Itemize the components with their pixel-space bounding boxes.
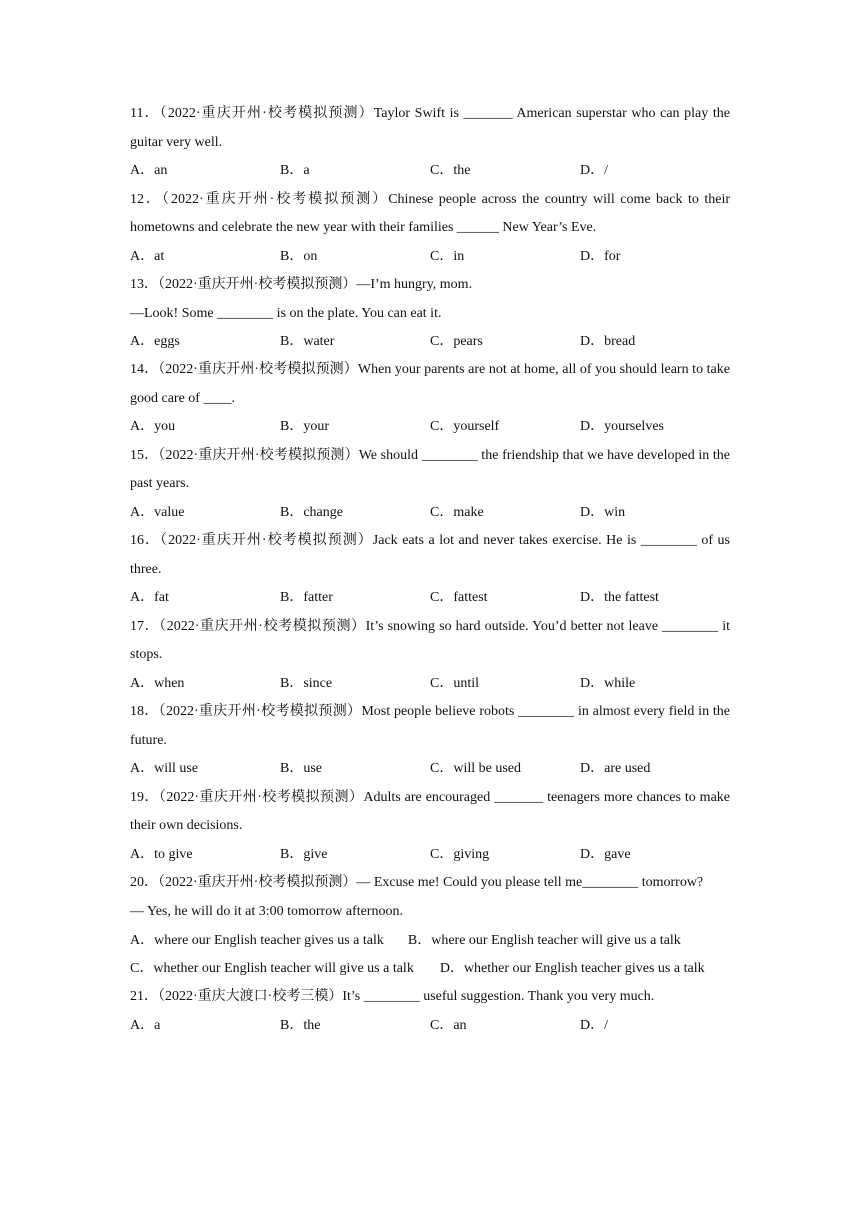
- option-a: A．where our English teacher gives us a talk: [130, 932, 384, 948]
- option-b: B．since: [280, 675, 333, 691]
- question-list: [130, 100, 730, 1040]
- option-d: D．are used: [580, 761, 651, 776]
- option-c: C．an: [430, 1017, 467, 1033]
- option-d: D．while: [580, 675, 636, 691]
- option-row: [130, 157, 730, 186]
- option-row: [130, 328, 730, 357]
- question-stem: 15．（2022·重庆开州·校考模拟预测）We should ________ the friendship that we have developed in the past years.: [130, 447, 730, 491]
- question-13: [130, 271, 730, 356]
- option-d: D．/: [580, 1017, 608, 1033]
- option-row: [130, 243, 730, 272]
- question-stem: 13．（2022·重庆开州·校考模拟预测）—I’m hungry, mom.: [130, 277, 473, 292]
- option-d: D．whether our English teacher gives us a talk: [439, 960, 705, 976]
- option-b: B．change: [280, 504, 343, 520]
- option-b: B．use: [280, 761, 322, 776]
- option-row: [130, 841, 730, 870]
- option-c: C．pears: [430, 333, 483, 349]
- option-d: D．gave: [580, 846, 631, 862]
- option-row: [130, 413, 730, 442]
- option-b: B．fatter: [280, 590, 333, 605]
- option-b: B．the: [280, 1017, 321, 1033]
- dialog-line: — Yes, he will do it at 3:00 tomorrow afternoon.: [130, 903, 403, 919]
- option-d: D．yourselves: [580, 419, 664, 434]
- option-row: [130, 584, 730, 613]
- option-a: A．fat: [130, 590, 169, 605]
- option-c: C．in: [430, 248, 465, 264]
- question-18: [130, 698, 730, 784]
- option-c: C．whether our English teacher will give us a talk: [130, 960, 414, 976]
- option-b: B．a: [280, 163, 310, 178]
- question-stem: 21．（2022·重庆大渡口·校考三模）It’s ________ useful suggestion. Thank you very much.: [130, 989, 655, 1004]
- question-19: [130, 784, 730, 870]
- option-row: [130, 755, 730, 784]
- question-14: [130, 356, 730, 442]
- option-b: B．water: [280, 333, 335, 349]
- option-a: A．an: [130, 163, 168, 178]
- option-b: B．your: [280, 419, 329, 434]
- option-row: [130, 955, 730, 984]
- option-c: C．yourself: [430, 419, 500, 434]
- option-a: A．you: [130, 419, 176, 434]
- option-a: A．when: [130, 675, 185, 691]
- question-stem: 19．（2022·重庆开州·校考模拟预测）Adults are encouraged _______ teenagers more chances to make their own decisions.: [130, 789, 730, 833]
- option-c: C．will be used: [430, 761, 521, 776]
- question-stem: 14．（2022·重庆开州·校考模拟预测）When your parents are not at home, all of you should learn to take good care of ____.: [130, 362, 730, 406]
- option-c: C．the: [430, 163, 471, 178]
- option-c: C．make: [430, 504, 484, 520]
- option-d: D．bread: [580, 333, 636, 349]
- question-15: [130, 442, 730, 528]
- option-c: C．fattest: [430, 590, 488, 605]
- question-11: [130, 100, 730, 186]
- question-17: [130, 613, 730, 699]
- option-b: B．on: [280, 248, 318, 264]
- option-a: A．will use: [130, 761, 199, 776]
- option-a: A．to give: [130, 846, 193, 862]
- option-d: D．/: [580, 163, 608, 178]
- option-row: [130, 926, 730, 955]
- question-20: [130, 869, 730, 983]
- option-c: C．giving: [430, 846, 490, 862]
- question-stem: 11．（2022·重庆开州·校考模拟预测）Taylor Swift is _______ American superstar who can play the guitar very well.: [130, 106, 730, 150]
- option-row: [130, 499, 730, 528]
- question-16: [130, 527, 730, 613]
- option-a: A．value: [130, 504, 185, 520]
- option-c: C．until: [430, 675, 480, 691]
- question-stem: 17．（2022·重庆开州·校考模拟预测）It’s snowing so hard outside. You’d better not leave ________ it stops.: [130, 618, 730, 662]
- option-row: [130, 670, 730, 699]
- question-stem: 16．（2022·重庆开州·校考模拟预测）Jack eats a lot and never takes exercise. He is ________ of us three.: [130, 533, 730, 577]
- option-a: A．eggs: [130, 333, 180, 349]
- option-b: B．give: [280, 846, 328, 862]
- question-stem: 20．（2022·重庆开州·校考模拟预测）— Excuse me! Could you please tell me________ tomorrow?: [130, 875, 704, 890]
- dialog-line: —Look! Some ________ is on the plate. You can eat it.: [130, 305, 442, 321]
- option-d: D．win: [580, 504, 626, 520]
- question-stem: 12．（2022·重庆开州·校考模拟预测）Chinese people across the country will come back to their hometowns and celebrate the new year with their families ______ New Year’s Eve.: [130, 191, 730, 235]
- option-a: A．at: [130, 248, 165, 264]
- option-row: [130, 1012, 730, 1041]
- option-a: A．a: [130, 1017, 161, 1033]
- option-d: D．for: [580, 248, 621, 264]
- question-21: [130, 983, 730, 1040]
- option-b: B．where our English teacher will give us a talk: [407, 932, 681, 948]
- option-d: D．the fattest: [580, 590, 659, 605]
- question-12: [130, 186, 730, 272]
- question-stem: 18．（2022·重庆开州·校考模拟预测）Most people believe robots ________ in almost every field in the future.: [130, 704, 730, 748]
